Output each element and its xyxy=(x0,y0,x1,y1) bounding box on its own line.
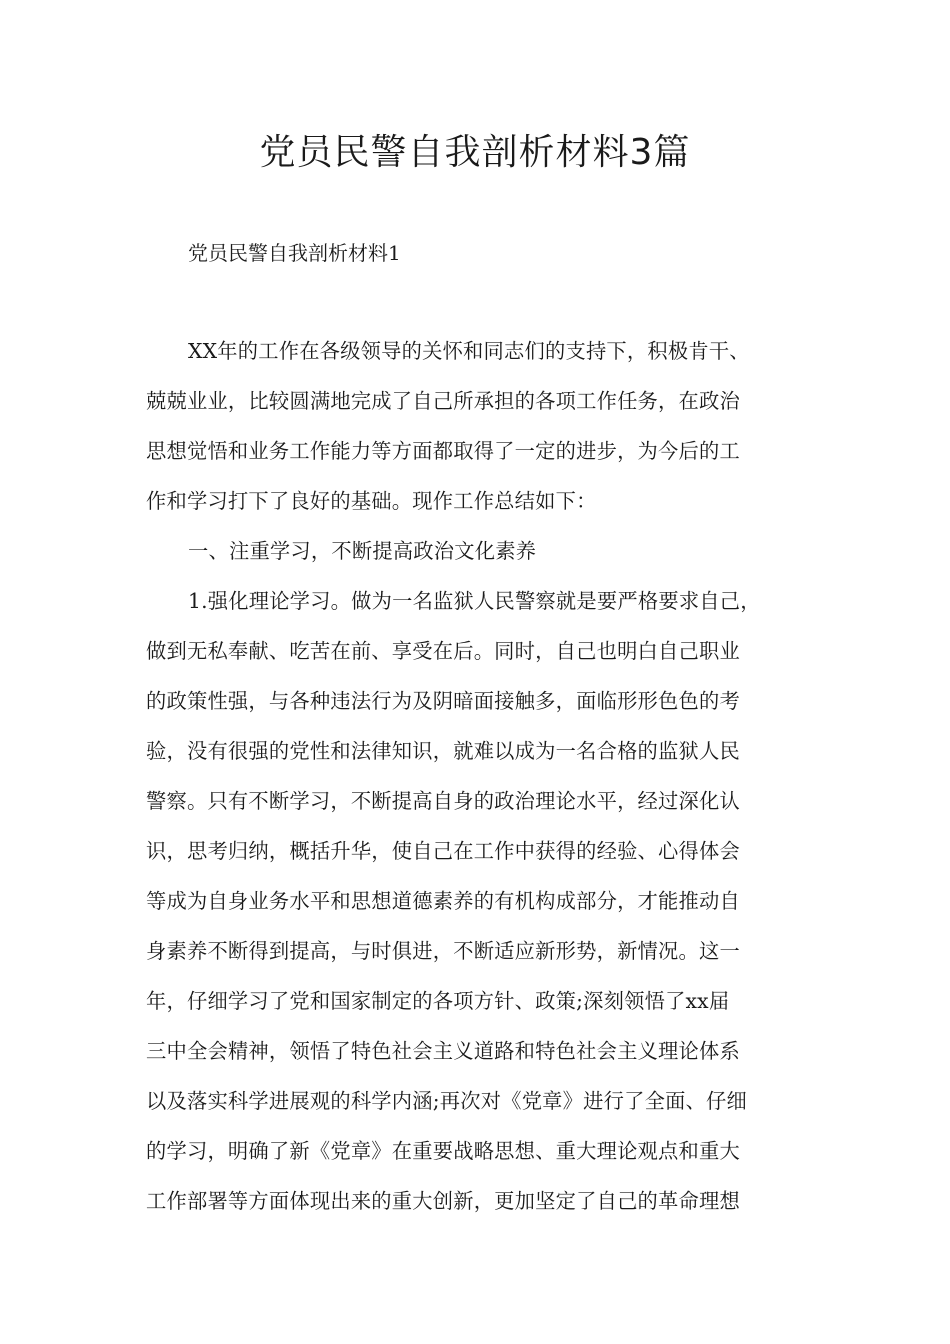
section-heading: 一、注重学习，不断提高政治文化素养 xyxy=(188,539,537,563)
paragraph-line: 做到无私奉献、吃苦在前、享受在后。同时，自己也明白自己职业 xyxy=(146,639,740,663)
paragraph-line: 的学习，明确了新《党章》在重要战略思想、重大理论观点和重大 xyxy=(146,1139,740,1163)
paragraph-line: 1.强化理论学习。做为一名监狱人民警察就是要严格要求自己， xyxy=(188,589,761,613)
paragraph-line: 警察。只有不断学习，不断提高自身的政治理论水平，经过深化认 xyxy=(146,789,740,813)
document-title: 党员民警自我剖析材料3篇 xyxy=(259,132,691,173)
paragraph-line: 三中全会精神，领悟了特色社会主义道路和特色社会主义理论体系 xyxy=(146,1039,740,1063)
paragraph-line: 兢兢业业，比较圆满地完成了自己所承担的各项工作任务，在政治 xyxy=(146,389,740,413)
paragraph-line: 作和学习打下了良好的基础。现作工作总结如下： xyxy=(146,489,597,513)
paragraph-line: 思想觉悟和业务工作能力等方面都取得了一定的进步，为今后的工 xyxy=(146,439,740,463)
paragraph-line: 的政策性强，与各种违法行为及阴暗面接触多，面临形形色色的考 xyxy=(146,689,740,713)
section-subtitle: 党员民警自我剖析材料1 xyxy=(188,241,401,265)
body-text xyxy=(146,331,806,1231)
paragraph-line: XX年的工作在各级领导的关怀和同志们的支持下，积极肯干、 xyxy=(188,339,750,363)
paragraph-line: 以及落实科学进展观的科学内涵;再次对《党章》进行了全面、仔细 xyxy=(146,1089,747,1113)
paragraph-line: 工作部署等方面体现出来的重大创新，更加坚定了自己的革命理想 xyxy=(146,1189,740,1213)
paragraph-line: 身素养不断得到提高，与时俱进，不断适应新形势，新情况。这一 xyxy=(146,939,740,963)
paragraph-line: 验，没有很强的党性和法律知识，就难以成为一名合格的监狱人民 xyxy=(146,739,740,763)
paragraph-line: 年，仔细学习了党和国家制定的各项方针、政策;深刻领悟了xx届 xyxy=(146,989,730,1013)
paragraph-line: 识，思考归纳，概括升华，使自己在工作中获得的经验、心得体会 xyxy=(146,839,740,863)
paragraph-line: 等成为自身业务水平和思想道德素养的有机构成部分，才能推动自 xyxy=(146,889,740,913)
